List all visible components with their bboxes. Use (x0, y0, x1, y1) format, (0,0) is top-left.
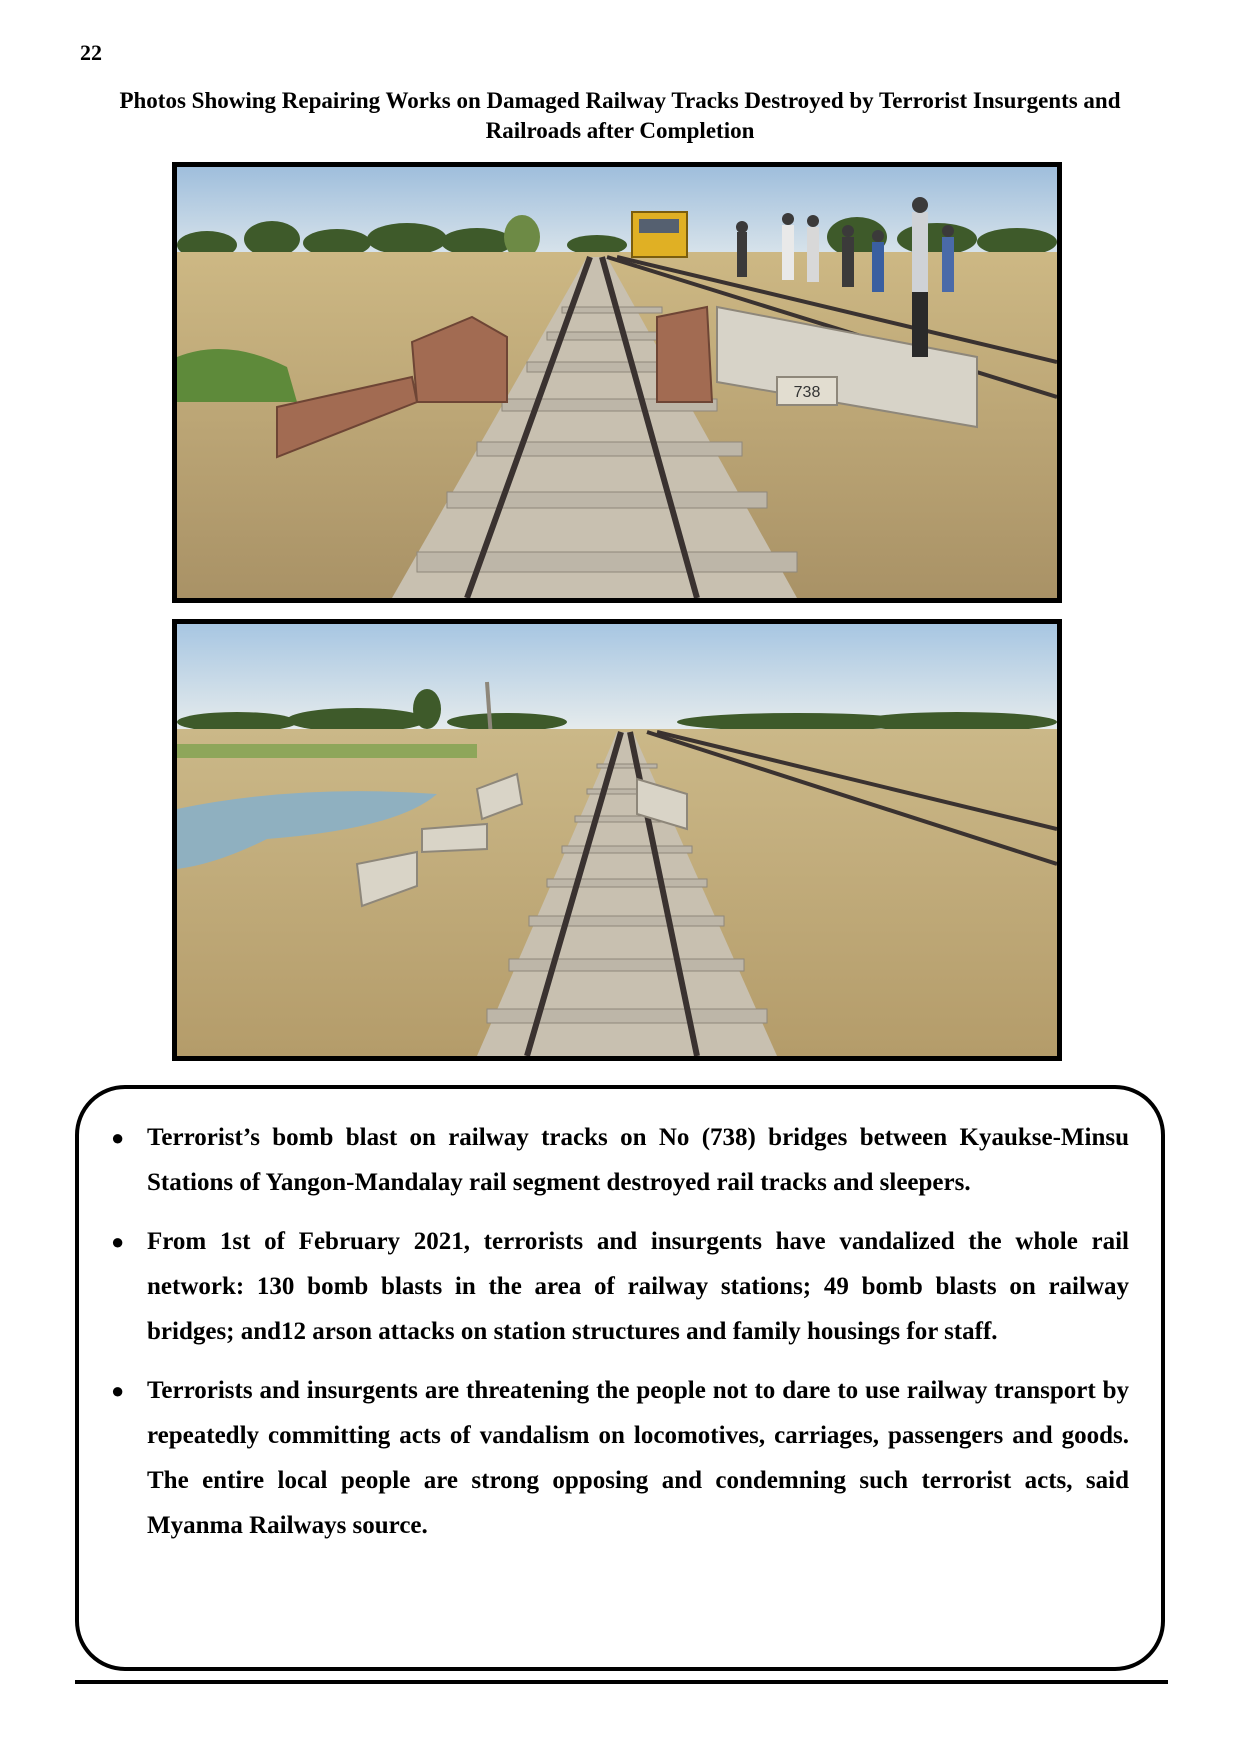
list-item (109, 1115, 1129, 1205)
bullet-icon: ● (111, 1378, 125, 1403)
bullet-list (109, 1115, 1129, 1548)
list-item-text: Terrorist’s bomb blast on railway tracks on No (738) bridges between Kyaukse-Minsu Stations of Yangon-Mandalay rail segment destroyed rail tracks and sleepers. (147, 1124, 1129, 1196)
photo-after-completion (172, 619, 1062, 1061)
bottom-rule (75, 1680, 1168, 1684)
photo-repair-works-image (177, 167, 1057, 598)
list-item (109, 1219, 1129, 1354)
info-box (75, 1085, 1165, 1671)
list-item (109, 1368, 1129, 1548)
bridge-number-marker: 738 (793, 384, 821, 401)
bullet-icon: ● (111, 1125, 125, 1150)
photo-repair-works (172, 162, 1062, 603)
photo-after-completion-image (177, 624, 1057, 1056)
page-title: Photos Showing Repairing Works on Damaged Railway Tracks Destroyed by Terrorist Insurgents and Railroads after Completion (119, 88, 1121, 143)
list-item-text: Terrorists and insurgents are threatening the people not to dare to use railway transport by repeatedly committing acts of vandalism on locomotives, carriages, passengers and goods. The entire local people are strong opposing and condemning such terrorist acts, said Myanma Railways source. (147, 1377, 1129, 1539)
list-item-text: From 1st of February 2021, terrorists and insurgents have vandalized the whole rail network: 130 bomb blasts in the area of railway stations; 49 bomb blasts on railway bridges; and12 arson attacks on station structures and family housings for staff. (147, 1228, 1129, 1345)
bullet-icon: ● (111, 1229, 125, 1254)
page-number: 22 (80, 40, 102, 65)
